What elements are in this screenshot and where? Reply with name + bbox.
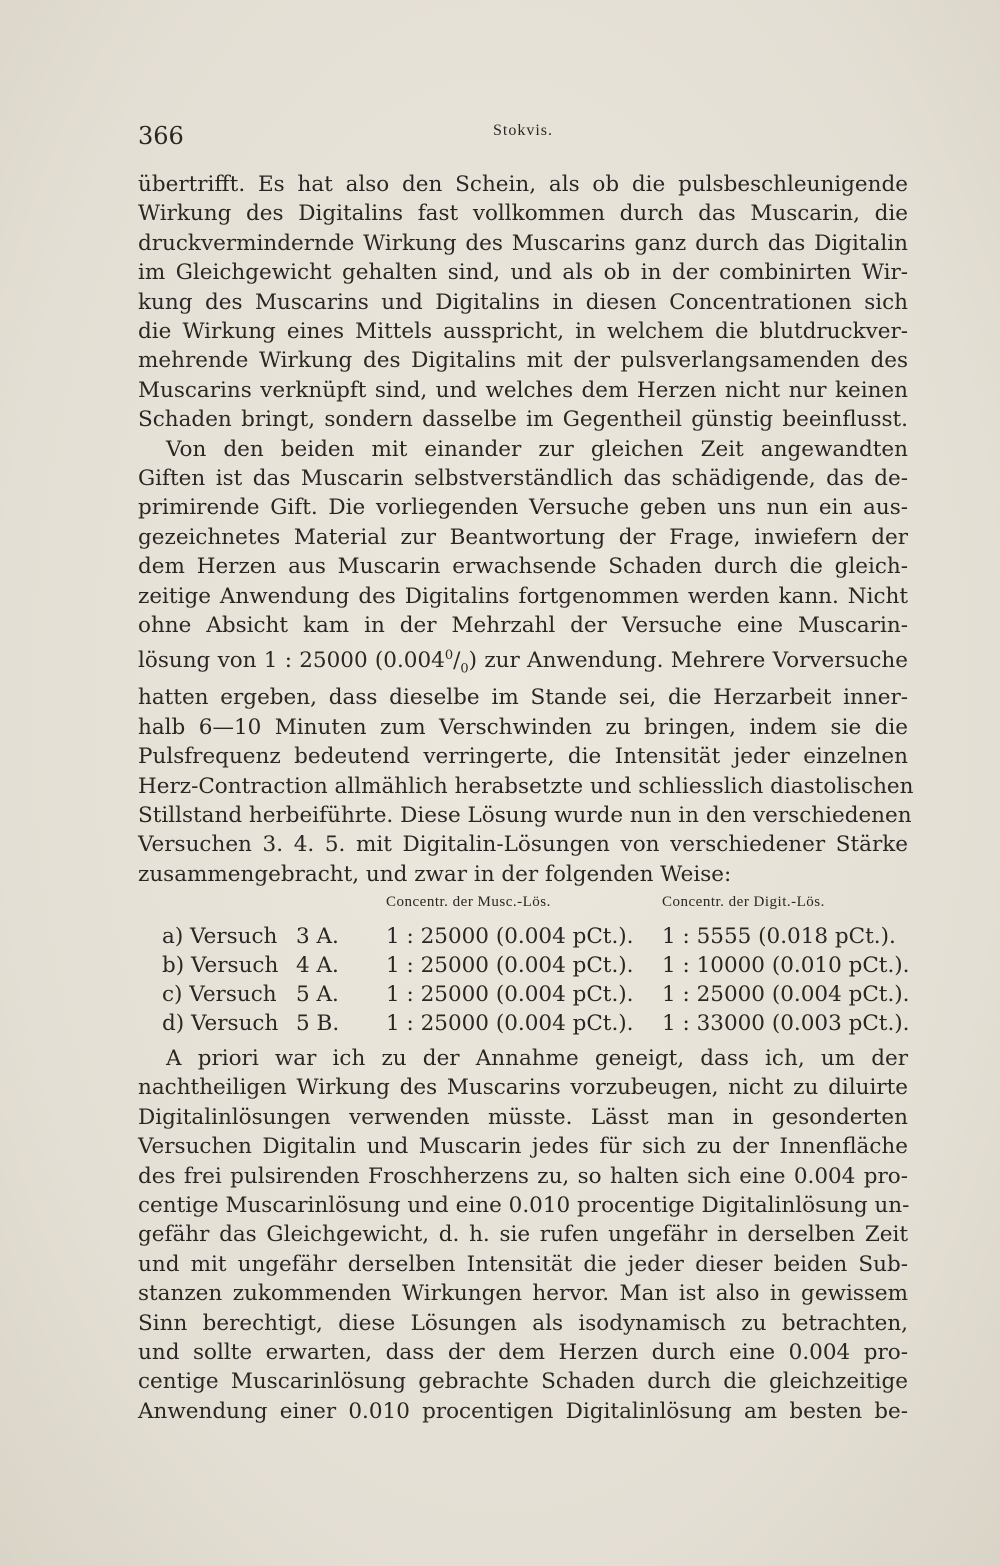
body-text-lower [138, 1044, 908, 1426]
header-digit-concentration: Concentr. der Digit.-Lös. [662, 894, 825, 910]
paragraph-1 [138, 170, 908, 435]
page-header [138, 118, 908, 158]
row-experiment-id: 4 A. [296, 953, 339, 978]
text-line: übertrifft. Es hat also den Schein, als ob die pulsbeschleunigende [138, 172, 908, 197]
text-line: Digitalinlösungen verwenden müsste. Lässt man in gesonderten [138, 1104, 908, 1130]
text-line: A priori war ich zu der Annahme geneigt, dass ich, um der [166, 1046, 908, 1071]
percent-sign-lower: 0 [460, 660, 469, 676]
row-label: c) Versuch [162, 982, 277, 1007]
row-digit-value: 1 : 33000 (0.003 pCt.). [662, 1011, 910, 1036]
text-line: Pulsfrequenz bedeutend verringerte, die Intensität jeder einzelnen [138, 744, 908, 770]
percent-sign-slash: / [453, 647, 461, 673]
text-line: halb 6—10 Minuten zum Verschwinden zu bringen, indem sie die [138, 714, 908, 740]
row-label: b) Versuch [162, 953, 279, 978]
text-line: centige Muscarinlösung und eine 0.010 procentige Digitalinlösung un- [138, 1193, 910, 1219]
text-line: die Wirkung eines Mittels ausspricht, in welchem die blutdruckver- [138, 319, 908, 345]
row-digit-value: 1 : 10000 (0.010 pCt.). [662, 953, 910, 978]
text-line: des frei pulsirenden Froschherzens zu, so halten sich eine 0.004 pro- [138, 1163, 908, 1189]
text-line: primirende Gift. Die vorliegenden Versuche geben uns nun ein aus- [138, 495, 908, 521]
body-text-upper [138, 170, 914, 889]
text-line: druckvermindernde Wirkung des Muscarins ganz durch das Digitalin [138, 230, 908, 256]
text-line: Anwendung einer 0.010 procentigen Digitalinlösung am besten be- [138, 1398, 908, 1424]
percent-line-before: lösung von 1 : 25000 (0.004 [138, 647, 445, 673]
text-line: dem Herzen aus Muscarin erwachsende Schaden durch die gleich- [138, 554, 908, 580]
text-line: Sinn berechtigt, diese Lösungen als isodynamisch zu betrachten, [138, 1310, 908, 1336]
paragraph-2 [138, 435, 914, 890]
text-line: gezeichnetes Material zur Beantwortung der Frage, inwiefern der [138, 524, 908, 550]
text-line: gefähr das Gleichgewicht, d. h. sie rufen ungefähr in derselben Zeit [138, 1222, 908, 1248]
row-digit-value: 1 : 5555 (0.018 pCt.). [662, 924, 896, 949]
row-experiment-id: 5 B. [296, 1011, 340, 1036]
text-line: stanzen zukommenden Wirkungen hervor. Man ist also in gewissem [138, 1281, 908, 1307]
row-digit-value: 1 : 25000 (0.004 pCt.). [662, 982, 910, 1007]
text-line: Giften ist das Muscarin selbstverständlich das schädigende, das de- [138, 466, 908, 492]
row-musc-value: 1 : 25000 (0.004 pCt.). [386, 953, 634, 978]
text-line: zeitige Anwendung des Digitalins fortgenommen werden kann. Nicht [138, 583, 908, 609]
table-header-row [138, 894, 908, 924]
text-line: kung des Muscarins und Digitalins in diesen Concentrationen sich [138, 289, 908, 315]
table-row [138, 1011, 908, 1040]
row-label: d) Versuch [162, 1011, 279, 1036]
text-line: Stillstand herbeiführte. Diese Lösung wurde nun in den verschiedenen [138, 802, 912, 828]
table-row [138, 924, 908, 953]
text-line: Herz-Contraction allmählich herabsetzte und schliesslich diastolischen [138, 773, 914, 799]
text-line: zusammengebracht, und zwar in der folgenden Weise: [138, 861, 732, 887]
percent-line-after: ) zur Anwendung. Mehrere Vorversuche [468, 647, 908, 673]
row-musc-value: 1 : 25000 (0.004 pCt.). [386, 1011, 634, 1036]
concentration-table [138, 894, 908, 1040]
text-line: Von den beiden mit einander zur gleichen Zeit angewandten [166, 436, 908, 462]
text-line: centige Muscarinlösung gebrachte Schaden durch die gleichzeitige [138, 1369, 908, 1395]
text-line: nachtheiligen Wirkung des Muscarins vorzubeugen, nicht zu diluirte [138, 1075, 908, 1101]
table-row [138, 953, 908, 982]
paragraph-3 [138, 1044, 908, 1426]
text-line: im Gleichgewicht gehalten sind, und als ob in der combinirten Wir- [138, 260, 908, 286]
row-musc-value: 1 : 25000 (0.004 pCt.). [386, 982, 634, 1007]
row-experiment-id: 5 A. [296, 982, 339, 1007]
text-line-percent [138, 641, 908, 684]
header-musc-concentration: Concentr. der Musc.-Lös. [386, 894, 551, 910]
table-row [138, 982, 908, 1011]
text-line: und mit ungefähr derselben Intensität die jeder dieser beiden Sub- [138, 1251, 908, 1277]
text-line: ohne Absicht kam in der Mehrzahl der Versuche eine Muscarin- [138, 613, 908, 639]
page-number: 366 [138, 122, 184, 150]
row-label: a) Versuch [162, 924, 278, 949]
row-experiment-id: 3 A. [296, 924, 339, 949]
text-line: Wirkung des Digitalins fast vollkommen durch das Muscarin, die [138, 201, 908, 227]
text-line: Versuchen Digitalin und Muscarin jedes für sich zu der Innenfläche [138, 1134, 908, 1160]
running-head: Stokvis. [492, 122, 553, 139]
text-line: Versuchen 3. 4. 5. mit Digitalin-Lösungen von verschiedener Stärke [138, 832, 908, 858]
row-musc-value: 1 : 25000 (0.004 pCt.). [386, 924, 634, 949]
text-line: Muscarins verknüpft sind, und welches dem Herzen nicht nur keinen [138, 377, 908, 403]
percent-sign-upper: 0 [444, 647, 454, 663]
text-line: und sollte erwarten, dass der dem Herzen durch eine 0.004 pro- [138, 1340, 908, 1366]
text-line: mehrende Wirkung des Digitalins mit der pulsverlangsamenden des [138, 348, 908, 374]
text-line: Schaden bringt, sondern dasselbe im Gegentheil günstig beeinflusst. [138, 407, 908, 433]
text-line: hatten ergeben, dass dieselbe im Stande sei, die Herzarbeit inner- [138, 685, 908, 711]
